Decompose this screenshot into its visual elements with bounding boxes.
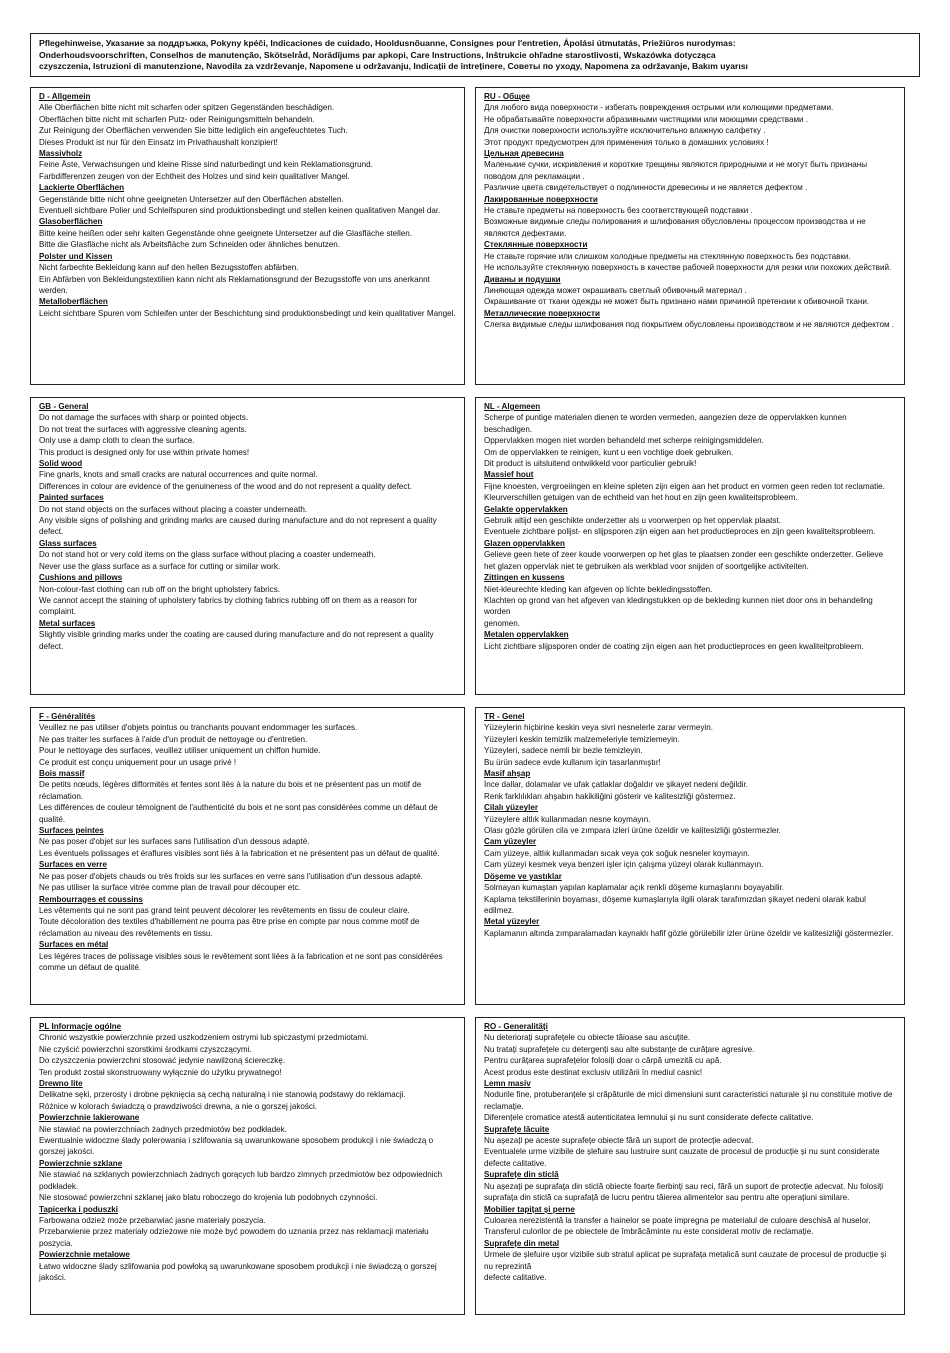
paragraph: Do not stand hot or very cold items on the glass surface without placing a coaster underneath. bbox=[39, 550, 376, 560]
section-heading: Tapicerka i poduszki bbox=[39, 1204, 119, 1214]
care-panel-ro bbox=[475, 1017, 905, 1315]
paragraph: Bu ürün sadece evde kullanım için tasarlanmıştır! bbox=[484, 757, 661, 767]
section-heading: Painted surfaces bbox=[39, 493, 104, 503]
section-heading: TR - Genel bbox=[484, 712, 525, 721]
paragraph: Toute décoloration des textiles d'habillement ne pourra pas être prise en compte par nous comme motif de réclamation au niveau des revêtements en tissu. bbox=[39, 917, 420, 938]
section-heading: Glazen oppervlakken bbox=[484, 538, 565, 548]
paragraph: Łatwo widoczne ślady szlifowania pod powłoką są uwarunkowane sposobem produkcji i nie świadczą o gorszej jakości. bbox=[39, 1261, 437, 1282]
paragraph: Yüzeylere altlık kullanmadan nesne koymayın. bbox=[484, 814, 651, 824]
paragraph: Не ставьте предметы на поверхность без соответствующей подставки . bbox=[484, 206, 753, 216]
paragraph: Niet-kleurechte kleding kan afgeven op lichte bekledingsstoffen. bbox=[484, 584, 713, 594]
paragraph: Gegenstände bitte nicht ohne geeigneten Untersetzer auf den Oberflächen abstellen. bbox=[39, 194, 344, 204]
care-panel-fr bbox=[30, 707, 465, 1005]
paragraph: Never use the glass surface as a surface for cutting or similar work. bbox=[39, 561, 281, 571]
paragraph: Solmayan kumaştan yapılan kaplamalar açık renkli döşeme kumaşlarını boyayabilir. bbox=[484, 883, 785, 893]
section-heading: RU - Общее bbox=[484, 92, 531, 101]
section-heading: Bois massif bbox=[39, 769, 85, 779]
paragraph: Farbowana odzież może przebarwiać jasne materiały poszycia. bbox=[39, 1215, 266, 1225]
paragraph: Kaplama tekstillerinin boyaması, döşeme kumaşlarıyla ilgili olarak tarafımızdan şikayet nedeni olarak kabul edilmez. bbox=[484, 894, 866, 915]
care-panel-ru bbox=[475, 87, 905, 385]
paragraph: Ce produit est conçu uniquement pour un usage privé ! bbox=[39, 757, 237, 767]
section-heading: Polster und Kissen bbox=[39, 251, 113, 261]
header-line: Onderhoudsvoorschriften, Conselhos de manutenção, Skötselråd, Norādījums par apkopi, Care Instructions, Inštrukcie ohľadne starostlivosti, Wskazówka dotycząca bbox=[39, 49, 716, 60]
section-heading: NL - Algemeen bbox=[484, 402, 541, 411]
paragraph: Yüzeylerin hiçbirine keskin veya sivri nesnelerle zarar vermeyin. bbox=[484, 723, 713, 733]
header-line: Pflegehinweise, Указание за поддръжка, Pokyny kpéči, Indicaciones de cuidado, Hooldusnõuanne, Consignes pour l'entretien, Ápolási útmutatás, Priežiūros nurodymas: bbox=[39, 38, 736, 48]
section-heading: Zittingen en kussens bbox=[484, 573, 565, 583]
paragraph: Feine Äste, Verwachsungen und kleine Risse sind naturbedingt und kein Reklamationsgrund. bbox=[39, 160, 373, 170]
paragraph: Ne pas poser d'objets chauds ou très froids sur les surfaces en verre sans l'utilisation d'un dessous adapté. bbox=[39, 871, 423, 881]
paragraph: Klachten op grond van het afgeven van kledingstukken op de bekleding kunnen niet door ons in behandeling worden bbox=[484, 595, 873, 617]
paragraph: Pour le nettoyage des surfaces, veuillez utiliser uniquement un chiffon humide. bbox=[39, 746, 321, 756]
header-line: czyszczenia, Istruzioni di manutenzione, Navodila za vzdrževanje, Napomene u održavanju, Indicații de întreținere, Советы по уходу, Napomena za održavanje, Bakım uyarısı bbox=[39, 61, 748, 71]
section-heading: Диваны и подушки bbox=[484, 274, 561, 284]
section-heading: Metal surfaces bbox=[39, 618, 96, 628]
paragraph: We cannot accept the staining of upholstery fabrics by clothing fabrics rubbing off on them as a reason for complaint. bbox=[39, 595, 418, 617]
paragraph: De petits nœuds, légères difformités et fentes sont liés à la nature du bois et ne présentent pas un motif de réclamation. bbox=[39, 780, 422, 801]
paragraph: Olası gözle görülen cila ve zımpara izleri ürüne özeldir ve kalitesizliği göstermezler. bbox=[484, 826, 781, 836]
paragraph: Differences in colour are evidence of the genuineness of the wood and do not represent a quality defect. bbox=[39, 481, 412, 491]
section-heading: Powierzchnie metalowe bbox=[39, 1250, 130, 1260]
paragraph: Acest produs este destinat exclusiv utilizării în mediul casnic! bbox=[484, 1067, 703, 1077]
section-heading: Cam yüzeyler bbox=[484, 837, 537, 847]
paragraph: Nie czyścić powierzchni szorstkimi środkami czyszczącymi. bbox=[39, 1044, 252, 1054]
care-panel-de bbox=[30, 87, 465, 385]
care-panel-pl bbox=[30, 1017, 465, 1315]
section-heading: Döşeme ve yastıklar bbox=[484, 871, 562, 881]
care-panel-gb bbox=[30, 397, 465, 695]
paragraph: Cam yüzeyi kesmek veya benzeri işler için çalışma yüzeyi olarak kullanmayın. bbox=[484, 860, 764, 870]
paragraph: Yüzeyleri, sadece nemli bir bezle temizleyin. bbox=[484, 746, 643, 756]
paragraph: Les légères traces de polissage visibles sous le revêtement sont liées à la fabrication et ne sont pas considérées comme un défaut de qualité. bbox=[39, 951, 443, 972]
section-heading: Цельная древесина bbox=[484, 149, 564, 159]
paragraph: Eventualele urme vizibile de șlefuire sau lustruire sunt cauzate de procesul de producție și nu sunt considerate defecte calitative. bbox=[484, 1147, 880, 1168]
paragraph: genomen. bbox=[484, 618, 520, 628]
paragraph: Nie stawiać na szklanych powierzchniach żadnych gorących lub bardzo zimnych przedmiotów bez odpowiednich podkładek. bbox=[39, 1170, 443, 1191]
paragraph: defecte calitative. bbox=[484, 1272, 547, 1282]
paragraph: Fijne knoesten, vergroeiingen en kleine spleten zijn eigen aan het product en vormen geen reden tot reclamatie. Kleurverschillen getuigen van de echtheid van het hout en zijn geen kwaliteitsprobleem. bbox=[484, 481, 885, 503]
section-heading: GB - General bbox=[39, 402, 89, 411]
section-heading: Massivholz bbox=[39, 149, 83, 159]
section-heading: Drewno lite bbox=[39, 1079, 83, 1089]
paragraph: Eventuell sichtbare Polier und Schleifspuren sind produktionsbedingt und stellen keinen qualitativen Mangel dar. bbox=[39, 206, 441, 216]
paragraph: İnce dallar, dolamalar ve ufak çatlaklar doğaldır ve şikayet nedeni değildir. bbox=[484, 780, 749, 790]
paragraph: This product is designed only for use within private homes! bbox=[39, 447, 250, 457]
document-header bbox=[30, 33, 920, 77]
paragraph: Dit product is uitsluitend ontwikkeld voor particulier gebruik! bbox=[484, 459, 697, 469]
section-heading: Suprafețe lăcuite bbox=[484, 1124, 550, 1134]
paragraph: Do not stand objects on the surfaces without placing a coaster underneath. bbox=[39, 504, 308, 514]
section-heading: F - Généralités bbox=[39, 712, 96, 721]
paragraph: Ein Abfärben von Bekleidungstextilien kann nicht als Reklamationsgrund der Bezugsstoffe von uns anerkannt bbox=[39, 274, 430, 284]
paragraph: Les éventuels polissages et éraflures visibles sont liés à la fabrication et ne présentent pas un défaut de qualité. bbox=[39, 848, 440, 858]
paragraph: Do czyszczenia powierzchni stosować jedynie nawilżoną ściereczkę. bbox=[39, 1056, 286, 1066]
section-heading: Glass surfaces bbox=[39, 538, 97, 548]
section-heading: Surfaces en verre bbox=[39, 860, 107, 870]
paragraph: Any visible signs of polishing and grinding marks are caused during manufacture and do not represent a quality defect. bbox=[39, 516, 437, 537]
paragraph: Ne pas utiliser la surface vitrée comme plan de travail pour découper etc. bbox=[39, 883, 301, 893]
paragraph: Не ставьте горячие или слишком холодные предметы на стеклянную поверхность без подставки. bbox=[484, 251, 851, 261]
paragraph: Gebruik altijd een geschikte onderzetter als u voorwerpen op het oppervlak plaatst. bbox=[484, 516, 781, 526]
paragraph: Nu așezați pe suprafața din sticlă obiecte foarte fierbinți sau reci, fără un suport de protecție adecvat. Nu folosiți suprafața din sticlă ca suprafață de lucru pentru tăierea alimentelor sau pentru alte operațiuni similare. bbox=[484, 1181, 884, 1203]
paragraph: Линяющая одежда может окрашивать светлый обивочный материал . bbox=[484, 285, 747, 295]
paragraph: Urmele de șlefuire ușor vizibile sub stratul aplicat pe suprafața metalică sunt cauzate de procesul de producție și nu reprezintă bbox=[484, 1250, 887, 1271]
paragraph: Kaplamanın altında zımparalamadan kaynaklı hafif gözle görülebilir izler ürüne özeldir ve kalitesizliği göstermezler. bbox=[484, 928, 894, 938]
paragraph: Renk farklılıkları ahşabın hakikiliğini gösterir ve kalitesizliği göstermez. bbox=[484, 791, 736, 801]
section-heading: D - Allgemein bbox=[39, 92, 91, 101]
paragraph: Nu așezați pe aceste suprafețe obiecte fără un suport de protecție adecvat. bbox=[484, 1136, 754, 1146]
paragraph: Culoarea nerezistentă la transfer a hainelor se poate impregna pe materialul de culoare deschisă al huselor. Transferul culorilor de pe obiectele de îmbrăcăminte nu este considerat motiv de reclamație. bbox=[484, 1215, 871, 1237]
paragraph: Bitte keine heißen oder sehr kalten Gegenstände ohne geeignete Untersetzer auf die Glasfläche stellen. bbox=[39, 228, 413, 238]
section-heading: Lackierte Oberflächen bbox=[39, 183, 125, 193]
section-heading: Metalloberflächen bbox=[39, 297, 108, 307]
paragraph: Этот продукт предусмотрен для применения только в домашних условиях ! bbox=[484, 137, 769, 147]
section-heading: Suprafețe din metal bbox=[484, 1238, 560, 1248]
paragraph: Nie stosować powierzchni szklanej jako blatu roboczego do krojenia lub podobnych czynności. bbox=[39, 1193, 378, 1203]
paragraph: Не обрабатывайте поверхности абразивными чистящими или моющими средствами . bbox=[484, 114, 809, 124]
section-heading: Powierzchnie lakierowane bbox=[39, 1113, 140, 1123]
section-heading: RO - Generalități bbox=[484, 1022, 548, 1031]
section-heading: Solid wood bbox=[39, 459, 83, 469]
section-heading: Lemn masiv bbox=[484, 1079, 531, 1089]
section-heading: Cilalı yüzeyler bbox=[484, 803, 538, 813]
paragraph: Do not treat the surfaces with aggressive cleaning agents. bbox=[39, 424, 247, 434]
section-heading: Glasoberflächen bbox=[39, 217, 103, 227]
section-heading: Cushions and pillows bbox=[39, 573, 123, 583]
paragraph: Yüzeyleri keskin temizlik malzemeleriyle temizlemeyin. bbox=[484, 734, 680, 744]
paragraph: Nie stawiać na powierzchniach żadnych przedmiotów bez podkładek. bbox=[39, 1124, 287, 1134]
paragraph: Окрашивание от ткани одежды не может быть признано нами причиной претензии к обивочной ткани. bbox=[484, 297, 870, 307]
paragraph: Ne pas poser d'objet sur les surfaces sans l'utilisation d'un dessous adapté. bbox=[39, 837, 310, 847]
care-panel-nl bbox=[475, 397, 905, 695]
paragraph: Возможные видимые следы полирования и шлифования обусловлены процессом производства и не являются дефектами. bbox=[484, 217, 866, 238]
paragraph: Les vêtements qui ne sont pas grand teint peuvent décolorer les revêtements en tissu de couleur claire. bbox=[39, 905, 410, 915]
section-heading: Mobilier tapițat și perne bbox=[484, 1204, 575, 1214]
paragraph: Pentru curățarea suprafețelor folosiți doar o cârpă umezită cu apă. bbox=[484, 1056, 722, 1066]
section-heading: Metal yüzeyler bbox=[484, 917, 540, 927]
section-heading: Стеклянные поверхности bbox=[484, 240, 588, 250]
paragraph: Alle Oberflächen bitte nicht mit scharfen oder spitzen Gegenständen beschädigen. bbox=[39, 103, 335, 113]
paragraph: Cam yüzeye, altlık kullanmadan sıcak veya çok soğuk nesneler koymayın. bbox=[484, 848, 750, 858]
paragraph: Leicht sichtbare Spuren vom Schleifen unter der Beschichtung sind produktionsbedingt und kein qualitativer Mangel. bbox=[39, 308, 456, 318]
paragraph: Gelieve geen hete of zeer koude voorwerpen op het glas te plaatsen zonder een geschikte onderzetter. Gelieve het glazen oppervlak niet te gebruiken als werkblad voor snijden of soortgelijke activiteiten. bbox=[484, 550, 884, 571]
paragraph: Fine gnarls, knots and small cracks are natural occurrences and quite normal. bbox=[39, 470, 318, 480]
paragraph: Przebarwienie przez materiały odzieżowe nie może być powodem do uznania przez nas reklamacji materiału poszycia. bbox=[39, 1227, 429, 1248]
paragraph: Om de oppervlakken te reinigen, kunt u een vochtige doek gebruiken. bbox=[484, 447, 734, 457]
paragraph: Veuillez ne pas utiliser d'objets pointus ou tranchants pouvant endommager les surfaces. bbox=[39, 723, 358, 733]
paragraph: Не используйте стеклянную поверхность в качестве рабочей поверхности для резки или похожих действий. bbox=[484, 263, 892, 273]
paragraph: Różnice w kolorach świadczą o prawdziwości drewna, a nie o gorszej jakości. bbox=[39, 1101, 318, 1111]
section-heading: Surfaces en métal bbox=[39, 940, 109, 950]
paragraph: Licht zichtbare slijpsporen onder de coating zijn eigen aan het productieproces en geen kwaliteitprobleem. bbox=[484, 641, 864, 651]
paragraph: Scherpe of puntige materialen dienen te worden vermeden, aangezien deze de oppervlakken kunnen beschadigen. bbox=[484, 413, 847, 434]
section-heading: Powierzchnie szklane bbox=[39, 1158, 123, 1168]
paragraph: Ne pas traiter les surfaces à l'aide d'un produit de nettoyage ou d'entretien. bbox=[39, 734, 308, 744]
paragraph: Zur Reinigung der Oberflächen verwenden Sie bitte lediglich ein angefeuchtetes Tuch. bbox=[39, 126, 348, 136]
section-heading: Металлические поверхности bbox=[484, 308, 600, 318]
section-heading: Лакированные поверхности bbox=[484, 194, 598, 204]
paragraph: Only use a damp cloth to clean the surface. bbox=[39, 436, 195, 446]
paragraph: werden. bbox=[39, 285, 68, 295]
paragraph: Oberflächen bitte nicht mit scharfen Putz- oder Reinigungsmitteln behandeln. bbox=[39, 114, 315, 124]
paragraph: Oppervlakken mogen niet worden behandeld met scherpe reinigingsmiddelen. bbox=[484, 436, 764, 446]
paragraph: Для очистки поверхности используйте исключительно влажную салфетку . bbox=[484, 126, 766, 136]
care-panel-tr bbox=[475, 707, 905, 1005]
paragraph: Ten produkt został skonstruowany wyłącznie do użytku prywatnego! bbox=[39, 1067, 282, 1077]
section-heading: Gelakte oppervlakken bbox=[484, 504, 568, 514]
section-heading: PL Informacje ogólne bbox=[39, 1022, 122, 1031]
section-heading: Masif ahşap bbox=[484, 769, 531, 779]
paragraph: Nodurile fine, protuberanțele și crăpăturile de mici dimensiuni sunt caracteristici naturale și nu constituie motive de reclamație. bbox=[484, 1090, 893, 1111]
paragraph: Ewentualnie widoczne ślady polerowania i szlifowania są uwarunkowane sposobem produkcji i nie świadczą o gorszej jakości. bbox=[39, 1136, 434, 1157]
paragraph: Delikatne sęki, przerosty i drobne pęknięcia są cechą naturalną i nie stanowią podstawy do reklamacji. bbox=[39, 1090, 406, 1100]
paragraph: Eventuele zichtbare polijst- en slijpsporen zijn eigen aan het productieproces en zijn geen kwaliteitsprobleem. bbox=[484, 527, 876, 537]
paragraph: Bitte die Glasfläche nicht als Arbeitsfläche zum Schneiden oder ähnliches benutzen. bbox=[39, 240, 340, 250]
section-heading: Massief hout bbox=[484, 470, 534, 480]
paragraph: Chronić wszystkie powierzchnie przed uszkodzeniem ostrymi lub spiczastymi przedmiotami. bbox=[39, 1033, 369, 1043]
paragraph: Farbdifferenzen zeugen von der Echtheit des Holzes und sind kein qualitativer Mangel. bbox=[39, 171, 350, 181]
paragraph: Dieses Produkt ist nur für den Einsatz im Privathaushalt konzipiert! bbox=[39, 137, 278, 147]
paragraph: Diferențele cromatice atestă autenticitatea lemnului și nu sunt considerate defecte calitative. bbox=[484, 1113, 814, 1123]
paragraph: Nu deteriorați suprafețele cu obiecte tăioase sau ascuțite. bbox=[484, 1033, 691, 1043]
section-heading: Metalen oppervlakken bbox=[484, 630, 569, 640]
paragraph: Slightly visible grinding marks under the coating are caused during manufacture and do not represent a quality defect. bbox=[39, 630, 434, 651]
paragraph: Маленькие сучки, искривления и короткие трещины являются природными и не могут быть признаны поводом для рекламации . bbox=[484, 160, 868, 181]
paragraph: Nu tratați suprafețele cu detergenți sau alte substanțe de curățare agresive. bbox=[484, 1044, 755, 1054]
section-heading: Surfaces peintes bbox=[39, 826, 104, 836]
paragraph: Nicht farbechte Bekleidung kann auf den hellen Bezugsstoffen abfärben. bbox=[39, 263, 299, 273]
paragraph: Non-colour-fast clothing can rub off on the bright upholstery fabrics. bbox=[39, 584, 280, 594]
section-heading: Suprafețe din sticlă bbox=[484, 1170, 559, 1180]
paragraph: Do not damage the surfaces with sharp or pointed objects. bbox=[39, 413, 249, 423]
section-heading: Rembourrages et coussins bbox=[39, 894, 143, 904]
paragraph: Les différences de couleur témoignent de l'authenticité du bois et ne sont pas considérées comme un défaut de qualité. bbox=[39, 803, 438, 824]
paragraph: Различие цвета свидетельствует о подлинности древесины и не является дефектом . bbox=[484, 183, 808, 193]
paragraph: Для любого вида поверхности - избегать повреждения острыми или колющими предметами. bbox=[484, 103, 834, 113]
paragraph: Слегка видимые следы шлифования под покрытием обусловлены производством и не являются дефектом . bbox=[484, 320, 895, 330]
